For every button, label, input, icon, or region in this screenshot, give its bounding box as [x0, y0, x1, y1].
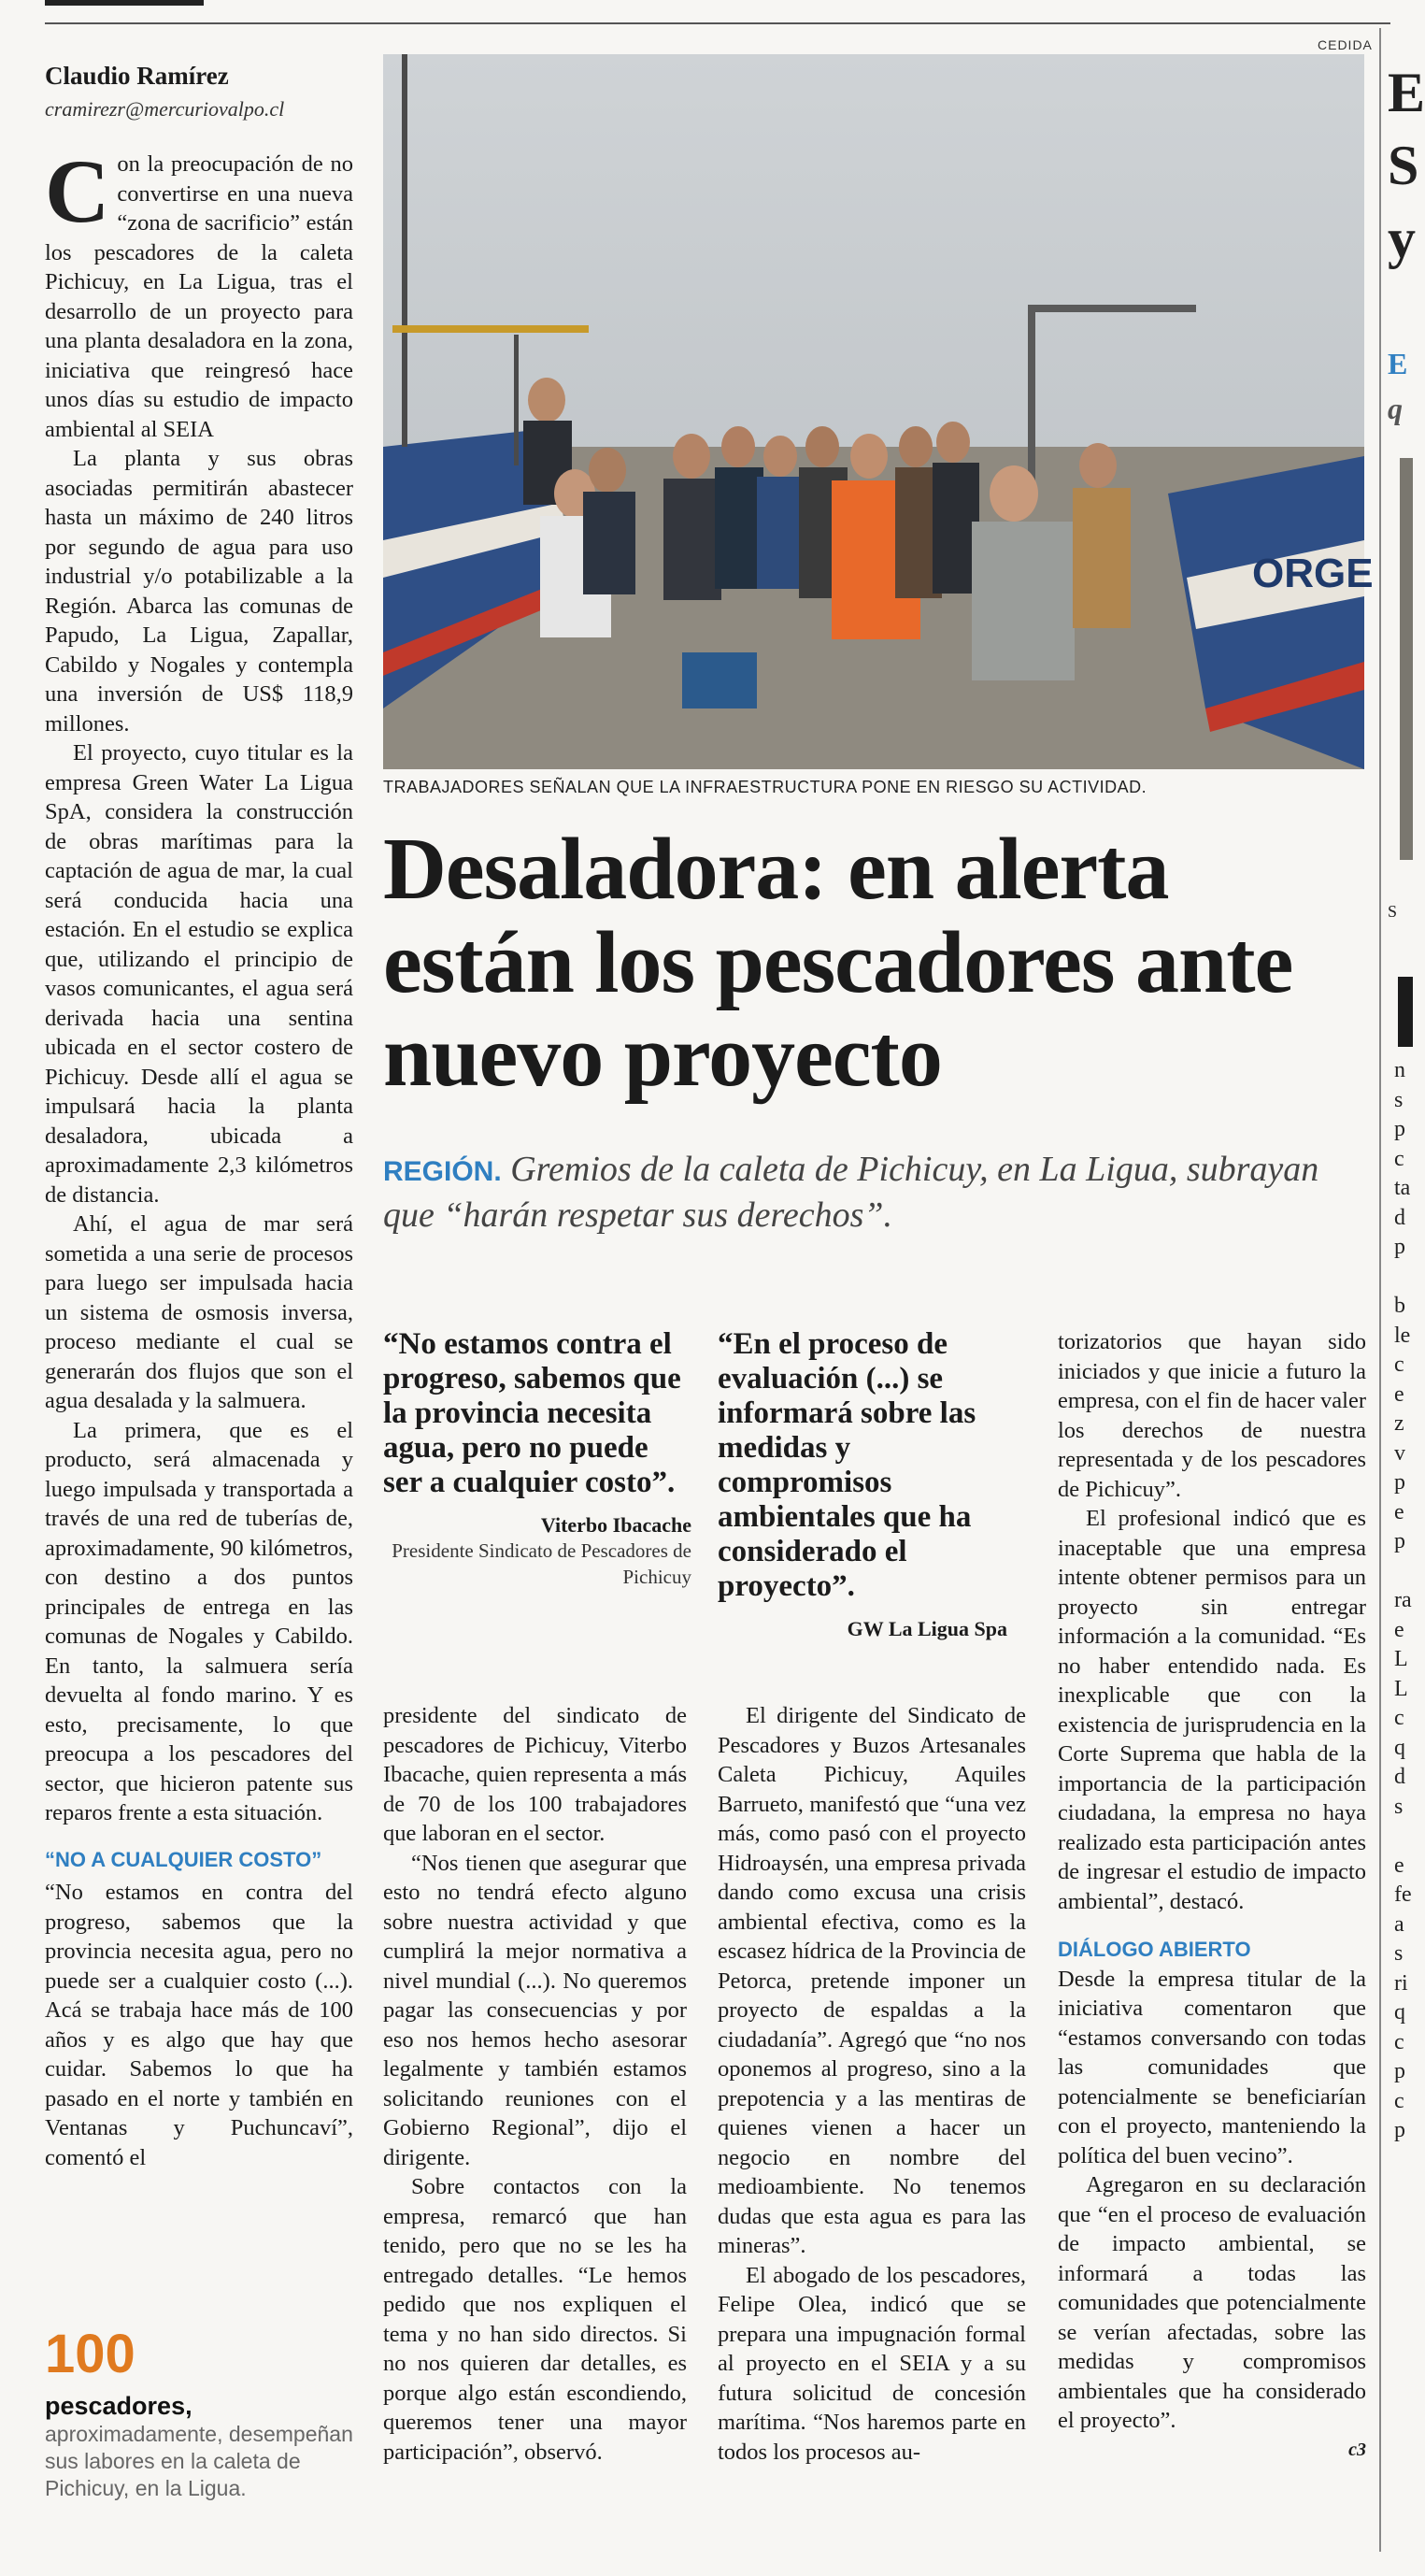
- paragraph: “Nos tienen que asegurar que esto no tendrá efecto alguno sobre nuestra actividad y que cumplirá la mejor normativa a nivel mundial (...). No queremos pagar las consecuencias y por eso nos hemos hecho asesorar legalmente y también estamos solicitando reuniones con el Gobierno Regional”, dijo el dirigente.: [383, 1850, 687, 2170]
- paragraph: Desde la empresa titular de la iniciativa comentaron que “estamos conversando con todas las comunidades que potencialmente se beneficiarían con el proyecto, manteniendo la política del buen vecino”.: [1058, 1966, 1366, 2168]
- fragment-letter: v: [1394, 1440, 1405, 1466]
- fragment-letter: [1394, 1557, 1412, 1587]
- fragment-letter: b: [1394, 1294, 1405, 1318]
- fragment-letter: d: [1394, 1765, 1405, 1789]
- fragment-letter: c: [1394, 2088, 1404, 2113]
- fragment-letter: e: [1394, 1381, 1404, 1407]
- body-column-3: [718, 1701, 1026, 2467]
- fragment-letter: S: [1388, 135, 1419, 196]
- adjacent-dek-fragment: [1388, 341, 1407, 431]
- fragment-letter: s: [1394, 1941, 1404, 1966]
- drop-cap: C: [45, 141, 110, 241]
- fragment-letter: q: [1394, 1735, 1405, 1760]
- stat-text: aproximadamente, desempeñan sus labores en la caleta de Pichicuy, en la Ligua.: [45, 2422, 353, 2500]
- fragment-letter: [1394, 1263, 1412, 1293]
- fragment-letter: z: [1394, 1411, 1404, 1436]
- pull-quote-text: “No estamos contra el progreso, sabemos que la provincia necesita agua, pero no puede ser a cualquier costo”.: [383, 1327, 681, 1499]
- paragraph: El dirigente del Sindicato de Pescadores y Buzos Artesanales Caleta Pichicuy, Aquiles Barrueto, manifestó que “una vez más, como pasó con el proyecto Hidroaysén, una empresa privada dando como excusa una crisis ambiental efectiva, como es la escasez hídrica de la Provincia de Petorca, pretende imponer un proyecto de espaldas a la ciudadanía”. Agregó que “no nos oponemos al progreso, sino a la prepotencia y a las mentiras de quienes vienen a hacer un negocio en nombre del medioambiente. No tenemos dudas que esta agua es para las mineras”.: [718, 1703, 1026, 2258]
- stat-number: 100: [45, 2324, 135, 2384]
- adjacent-dropcap-fragment: [1398, 977, 1413, 1047]
- paragraph: torizatorios que hayan sido iniciados y que inicie a futuro la empresa, con el fin de hacer valer los derechos de nuestra representada y de los pescadores de Pichicuy”.: [1058, 1329, 1366, 1502]
- fragment-letter: p: [1394, 1235, 1405, 1259]
- fragment-letter: p: [1394, 2059, 1405, 2083]
- paragraph: La primera, que es el producto, será almacenada y luego impulsada y transportada a través de una red de tuberías de, aproximadamente, 90 kilómetros, con destino a dos puntos principales de entrega en las comunas de Nogales y Cabildo. En tanto, la salmuera sería devuelta al fondo marino. Y es esto, precisamente, lo que preocupa a los pescadores del sector, que hicieron patente sus reparos frente a esta situación.: [45, 1417, 353, 1825]
- end-mark: c3: [1348, 2439, 1366, 2460]
- headline: Desaladora: en alerta están los pescadores ante nuevo proyecto: [383, 821, 1293, 1105]
- pull-quote-name: GW La Ligua Spa: [847, 1617, 1007, 1640]
- byline-author: Claudio Ramírez: [45, 62, 229, 90]
- pull-quote-2: [718, 1327, 1007, 1641]
- fragment-letter: e: [1394, 1617, 1404, 1642]
- section-subhead: DIÁLOGO ABIERTO: [1058, 1938, 1251, 1961]
- boat-lettering: ORGE: [1252, 551, 1374, 596]
- photo-caption: TRABAJADORES SEÑALAN QUE LA INFRAESTRUCTURA PONE EN RIESGO SU ACTIVIDAD.: [383, 778, 1147, 796]
- adjacent-headline-fragment: [1388, 56, 1425, 275]
- paragraph: Agregaron en su declaración que “en el proceso de evaluación de impacto ambiental, se informará a todas las comunidades que potencialmente se verían afectadas, sobre las medidas y compromisos ambientales que ha considerado el proyecto”.: [1058, 2172, 1366, 2433]
- fragment-letter: [1394, 1822, 1412, 1852]
- fragment-letter: e: [1394, 1499, 1404, 1524]
- fragment-letter: L: [1394, 1676, 1408, 1701]
- fragment-letter: c: [1394, 1146, 1404, 1171]
- paragraph: El abogado de los pescadores, Felipe Olea, indicó que se prepara una impugnación formal al proyecto en el SEIA y a su futura solicitud de concesión marítima. “Nos haremos parte en todos los procesos au-: [718, 2262, 1026, 2465]
- dek-text: Gremios de la caleta de Pichicuy, en La Ligua, subrayan que “harán respetar sus derechos”.: [383, 1150, 1319, 1235]
- body-column-4: [1058, 1327, 1366, 2465]
- paragraph: El proyecto, cuyo titular es la empresa Green Water La Ligua SpA, considera la construcción de obras marítimas para la captación de agua de mar, la cual será conducida hacia una estación. En el estudio se explica que, utilizando el principio de vasos comunicantes, el agua será derivada hacia una sentina ubicada en el sector costero de Pichicuy. Desde allí el agua se impulsará hacia la planta desaladora, ubicada a aproximadamente 2,3 kilómetros de distancia.: [45, 740, 353, 1208]
- section-subhead: “NO A CUALQUIER COSTO”: [45, 1847, 322, 1871]
- fragment-letter: ta: [1394, 1176, 1411, 1200]
- fragment-letter: ra: [1394, 1588, 1412, 1612]
- top-rule-accent: [45, 0, 204, 6]
- pull-quote-name: Viterbo Ibacache: [540, 1513, 691, 1537]
- pull-quote-1: [383, 1327, 691, 1590]
- adjacent-body-fragment: [1394, 1056, 1412, 2146]
- photo-credit: CEDIDA: [1318, 37, 1373, 52]
- pull-quote-role: Presidente Sindicato de Pescadores de Pichicuy: [392, 1539, 691, 1588]
- paragraph: El profesional indicó que es inaceptable que una empresa intente obtener permisos para un proyecto sin entregar información a la comunidad. “Es no haber entendido nada. Es inexplicable que con la existencia de jurisprudencia en la Corte Suprema que habla de la importancia de la participación ciudadana, la empresa no haya realizado esta participación antes de ingresar el estudio de impacto ambiental”, destacó.: [1058, 1506, 1366, 1914]
- pull-quote-text: “En el proceso de evaluación (...) se informará sobre las medidas y compromisos ambientales que ha considerado el proyecto”.: [718, 1327, 976, 1603]
- fragment-letter: c: [1394, 1706, 1404, 1730]
- fragment-letter: p: [1394, 1117, 1405, 1141]
- fragment-letter: p: [1394, 1529, 1405, 1553]
- dek: [383, 1148, 1364, 1237]
- fragment-letter: E: [1388, 347, 1408, 380]
- adjacent-photo-fragment: [1400, 458, 1413, 860]
- fragment-letter: d: [1394, 1205, 1405, 1230]
- paragraph: La planta y sus obras asociadas permitirán abastecer hasta un máximo de 240 litros por segundo de agua para uso industrial y/o potabilizable a la Región. Abarca las comunas de Papudo, La Ligua, Zapallar, Cabildo y Nogales y contempla una inversión de US$ 118,9 millones.: [45, 446, 353, 737]
- body-column-2: [383, 1701, 687, 2467]
- body-column-1: [45, 141, 353, 2172]
- fragment-letter: c: [1394, 1352, 1404, 1377]
- fragment-letter: E: [1388, 62, 1425, 123]
- paragraph: Sobre contactos con la empresa, remarcó que han tenido, pero que no se les ha entregado detalles. “Le hemos pedido que nos expliquen el tema y no han sido directos. Si no nos quieren dar detalles, es porque algo están escondiendo, queremos tener una mayor participación”, observó.: [383, 2174, 687, 2465]
- fragment-letter: c: [1394, 2029, 1404, 2054]
- byline-email: cramirezr@mercuriovalpo.cl: [45, 97, 285, 121]
- top-rule: [45, 22, 1390, 24]
- fragment-letter: q: [1394, 2000, 1405, 2025]
- fragment-letter: q: [1388, 392, 1403, 425]
- fishermen-photo-illustration: [383, 54, 1374, 769]
- adjacent-caption-fragment: S: [1388, 902, 1398, 921]
- fragment-letter: a: [1394, 1911, 1404, 1937]
- paragraph: “No estamos en contra del progreso, sabemos que la provincia necesita agua, pero no puede ser a cualquier costo (...). Acá se trabaja hace más de 100 años y es algo que hay que cuidar. Sabemos lo que ha pasado en el norte y también en Ventanas y Puchuncaví”, comentó el: [45, 1880, 353, 2170]
- fragment-letter: p: [1394, 1470, 1405, 1495]
- fragment-letter: L: [1394, 1647, 1408, 1671]
- news-photo: [383, 54, 1374, 769]
- fragment-letter: p: [1394, 2118, 1405, 2142]
- fragment-letter: le: [1394, 1323, 1411, 1348]
- paragraph: Ahí, el agua de mar será sometida a una serie de procesos para luego ser impulsada hacia un sistema de osmosis inversa, proceso mediante el cual se generarán dos flujos que son el agua desalada y la salmuera.: [45, 1211, 353, 1413]
- fragment-letter: e: [1394, 1853, 1404, 1878]
- stat-label: pescadores,: [45, 2392, 192, 2420]
- fragment-letter: ri: [1394, 1970, 1408, 1996]
- section-kicker: REGIÓN.: [383, 1156, 502, 1187]
- stat-box: [45, 2393, 353, 2502]
- column-separator: [1379, 28, 1381, 2552]
- fragment-letter: s: [1394, 1794, 1404, 1819]
- fragment-letter: fe: [1394, 1882, 1412, 1907]
- paragraph-text: on la preocupación de no convertirse en una nueva “zona de sacrificio” están los pescadores de la caleta Pichicuy, en La Ligua, tras el desarrollo de un proyecto para una planta desaladora en la zona, iniciativa que reingresó hace unos días su estudio de impacto ambiental al SEIA: [45, 151, 353, 442]
- fragment-letter: n: [1394, 1058, 1405, 1082]
- paragraph: [45, 141, 353, 444]
- paragraph: presidente del sindicato de pescadores de Pichicuy, Viterbo Ibacache, quien representa a más de 70 de los 100 trabajadores que laboran en el sector.: [383, 1703, 687, 1846]
- fragment-letter: s: [1394, 1087, 1404, 1112]
- fragment-letter: y: [1388, 208, 1416, 269]
